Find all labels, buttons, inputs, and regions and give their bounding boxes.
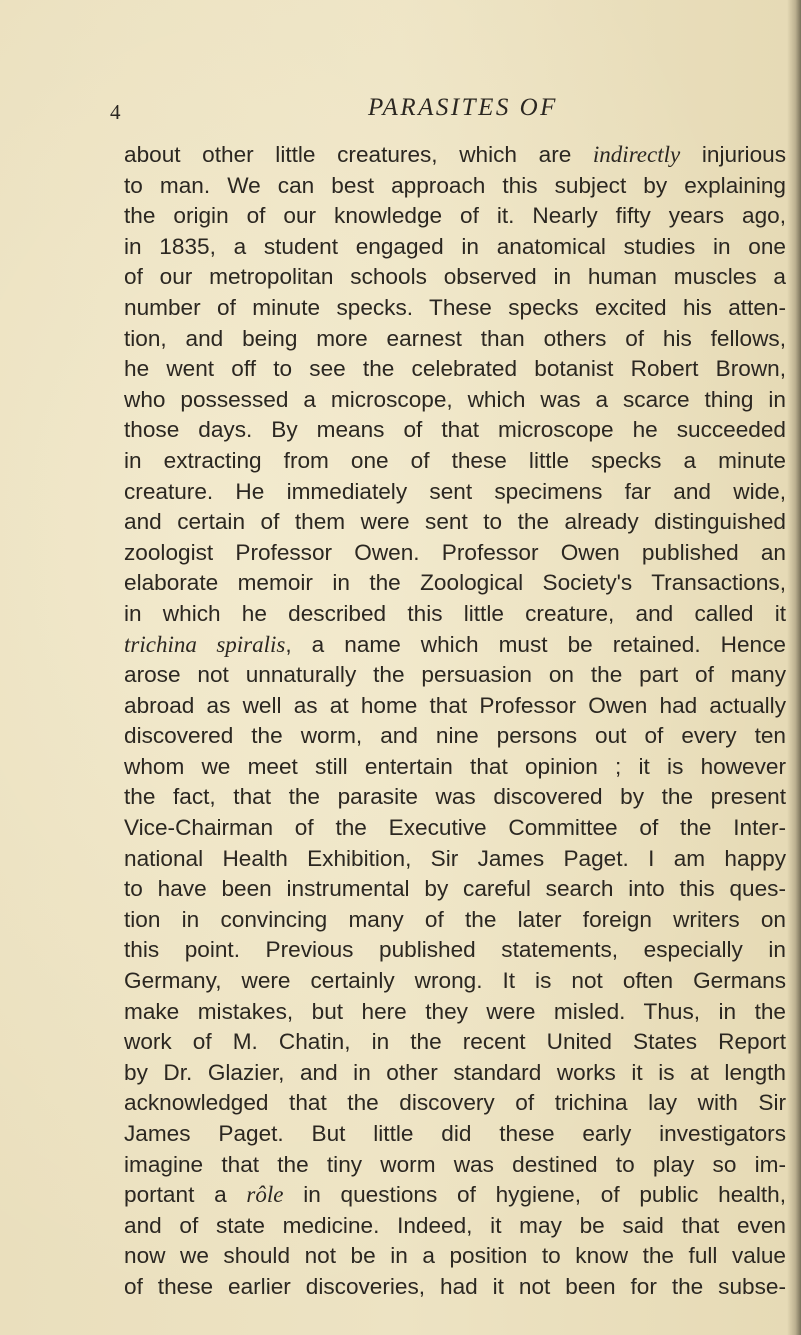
text-line xyxy=(124,446,786,477)
text-line xyxy=(124,997,786,1028)
text-line xyxy=(124,415,786,446)
text-segment: zoologist Professor Owen. Professor Owen published an xyxy=(124,539,786,565)
text-segment: in extracting from one of these little specks a minute xyxy=(124,447,786,473)
text-line xyxy=(124,905,786,936)
text-line xyxy=(124,1058,786,1089)
text-segment: of these earlier discoveries, had it not been for the subse- xyxy=(124,1273,786,1299)
text-line xyxy=(124,844,786,875)
text-line xyxy=(124,477,786,508)
text-line xyxy=(124,171,786,202)
running-head: PARASITES OF xyxy=(368,94,558,121)
text-line xyxy=(124,935,786,966)
text-line xyxy=(124,752,786,783)
text-segment: of our metropolitan schools observed in human muscles a xyxy=(124,264,786,290)
text-segment: acknowledged that the discovery of trichina lay with Sir xyxy=(124,1090,786,1116)
text-segment: and certain of them were sent to the already distinguished xyxy=(124,509,786,535)
text-line xyxy=(124,599,786,630)
text-line xyxy=(124,293,786,324)
text-segment: in 1835, a student engaged in anatomical studies in one xyxy=(124,233,786,259)
text-segment: those days. By means of that microscope he succeeded xyxy=(124,417,786,443)
text-segment: and of state medicine. Indeed, it may be said that even xyxy=(124,1212,786,1238)
text-line xyxy=(124,568,786,599)
text-segment: , a name which must be retained. Hence xyxy=(285,631,786,657)
text-segment: creature. He immediately sent specimens far and wide, xyxy=(124,478,786,504)
text-segment: about other little creatures, which are xyxy=(124,142,593,167)
text-segment: national Health Exhibition, Sir James Paget. I am happy xyxy=(124,845,786,871)
text-segment: injurious xyxy=(680,142,786,167)
text-line xyxy=(124,1027,786,1058)
text-segment: the origin of our knowledge of it. Nearly fifty years ago, xyxy=(124,203,786,229)
text-line xyxy=(124,874,786,905)
text-line xyxy=(124,691,786,722)
text-line xyxy=(124,324,786,355)
text-segment: he went off to see the celebrated botanist Robert Brown, xyxy=(124,356,786,382)
text-segment: the fact, that the parasite was discovered by the present xyxy=(124,784,786,810)
text-segment: tion, and being more earnest than others of his fellows, xyxy=(124,325,786,351)
text-line xyxy=(124,201,786,232)
text-segment: arose not unnaturally the persuasion on the part of many xyxy=(124,662,786,688)
text-segment: tion in convincing many of the later foreign writers on xyxy=(124,906,786,932)
text-segment: whom we meet still entertain that opinion ; it is however xyxy=(124,753,786,779)
text-segment: to have been instrumental by careful search into this ques- xyxy=(124,876,786,902)
text-line xyxy=(124,232,786,263)
text-line xyxy=(124,1150,786,1181)
text-segment: number of minute specks. These specks excited his atten- xyxy=(124,294,786,320)
text-segment: Vice-Chairman of the Executive Committee of the Inter- xyxy=(124,815,786,841)
text-line xyxy=(124,782,786,813)
text-segment: in which he described this little creature, and called it xyxy=(124,600,786,626)
page-header xyxy=(110,94,630,130)
text-line xyxy=(124,262,786,293)
text-line xyxy=(124,538,786,569)
text-line xyxy=(124,660,786,691)
italic-term: rôle xyxy=(246,1182,284,1208)
italic-term: trichina spiralis xyxy=(124,631,286,657)
body-text xyxy=(124,140,786,1303)
text-segment: Germany, were certainly wrong. It is not often Germans xyxy=(124,968,786,994)
text-line xyxy=(124,1088,786,1119)
text-line xyxy=(124,966,786,997)
page-number: 4 xyxy=(110,100,121,124)
text-segment: by Dr. Glazier, and in other standard works it is at length xyxy=(124,1059,786,1085)
text-segment: portant a xyxy=(124,1182,247,1208)
text-segment: this point. Previous published statements, especially in xyxy=(124,937,786,963)
text-segment: imagine that the tiny worm was destined to play so im- xyxy=(124,1151,786,1177)
text-segment: work of M. Chatin, in the recent United States Report xyxy=(124,1029,786,1055)
text-segment: to man. We can best approach this subject by explaining xyxy=(124,172,786,198)
text-line xyxy=(124,354,786,385)
text-line xyxy=(124,813,786,844)
text-line xyxy=(124,1272,786,1303)
text-line xyxy=(124,507,786,538)
text-line xyxy=(124,1119,786,1150)
italic-term: indirectly xyxy=(592,142,681,167)
text-line xyxy=(124,1180,786,1211)
text-segment: now we should not be in a position to know the full value xyxy=(124,1243,786,1269)
text-segment: discovered the worm, and nine persons out of every ten xyxy=(124,723,786,749)
text-line xyxy=(124,140,786,171)
page-edge-shadow xyxy=(787,0,801,1335)
text-segment: in questions of hygiene, of public health, xyxy=(283,1182,786,1208)
text-segment: abroad as well as at home that Professor Owen had actually xyxy=(124,692,786,718)
text-line xyxy=(124,1211,786,1242)
text-segment: make mistakes, but here they were misled. Thus, in the xyxy=(124,998,786,1024)
text-line xyxy=(124,385,786,416)
text-line xyxy=(124,1241,786,1272)
text-segment: who possessed a microscope, which was a scarce thing in xyxy=(124,386,786,412)
text-line xyxy=(124,630,786,661)
text-segment: James Paget. But little did these early investigators xyxy=(124,1121,786,1146)
text-segment: elaborate memoir in the Zoological Society's Transactions, xyxy=(124,570,786,596)
text-line xyxy=(124,721,786,752)
